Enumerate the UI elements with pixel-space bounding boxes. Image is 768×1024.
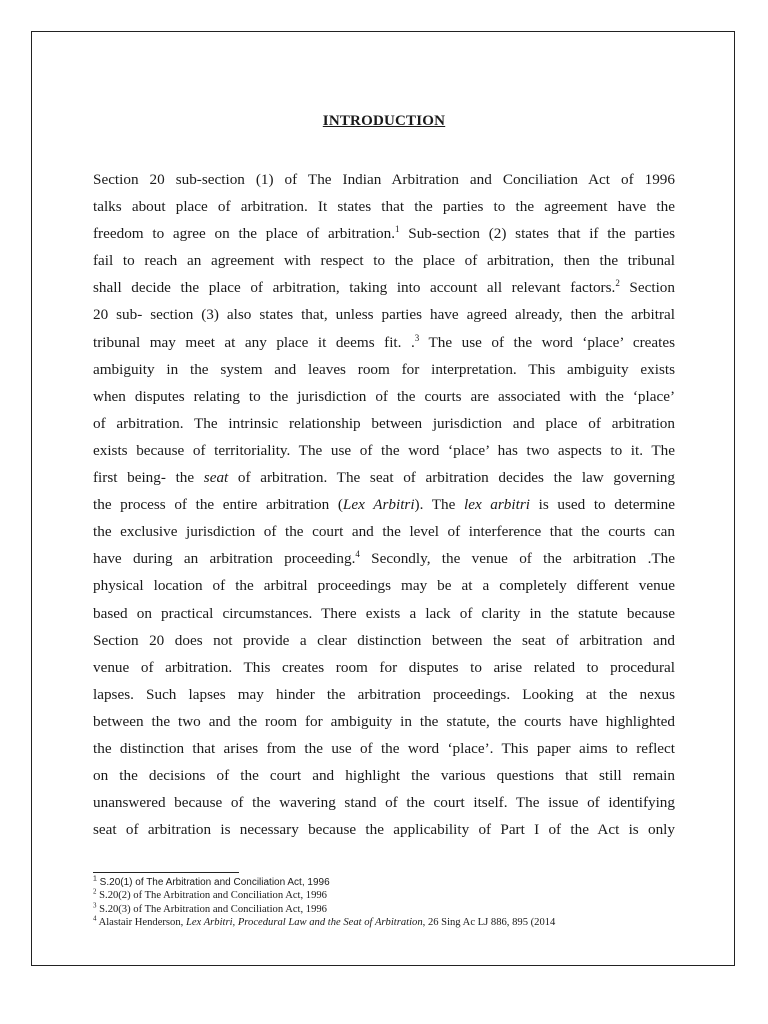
text-line: lapses. Such lapses may hinder the arbitration proceedings. Looking at the nexus [93,685,675,703]
footnote-item: $^3$ S.20(3) of The Arbitration and Conciliation Act, 1996 [93,901,327,915]
text-line: exists because of territoriality. The use of the word ‘place’ has two aspects to it. The [93,441,675,459]
text-line: freedom to agree on the place of arbitration.$^1$ Sub-section (2) states that if the parties [93,224,675,243]
text-line: between the two and the room for ambiguity in the statute, the courts have highlighted [93,712,675,730]
text-line: the exclusive jurisdiction of the court and the level of interference that the courts can [93,523,675,541]
text-line: tribunal may meet at any place it deems fit. .$^3$ The use of the word ‘place’ creates [93,332,675,351]
text-line: shall decide the place of arbitration, taking into account all relevant factors.$^2$ Section [93,278,675,297]
footnote-item: $^1$ S.20(1) of The Arbitration and Conciliation Act, 1996 [93,875,330,888]
italic-text: seat [203,469,229,487]
text-line: talks about place of arbitration. It states that the parties to the agreement have the [93,198,675,216]
footnote-number: 3 [93,901,97,910]
text-line: have during an arbitration proceeding.$^4$ Secondly, the venue of the arbitration .The [93,549,675,568]
text-line: unanswered because of the wavering stand of the court itself. The issue of identifying [93,794,675,812]
footnote-number: 4 [93,914,97,923]
italic-text: Lex Arbitri, Procedural Law and the Seat of Arbitration [185,917,423,929]
italic-text: Lex Arbitri [342,496,415,514]
text-line: first being- the seat of arbitration. The seat of arbitration decides the law governing [93,469,675,487]
text-line: the distinction that arises from the use of the word ‘place’. This paper aims to reflect [93,739,675,757]
footnote-item: $^2$ S.20(2) of The Arbitration and Conciliation Act, 1996 [93,887,327,902]
text-line: of arbitration. The intrinsic relationship between jurisdiction and place of arbitration [93,414,675,432]
footnote-marker: 1 [395,224,400,235]
text-line: seat of arbitration is necessary because the applicability of Part I of the Act is only [93,821,675,839]
text-line: on the decisions of the court and highlight the various questions that still remain [93,767,675,785]
italic-text: lex arbitri [463,496,530,514]
body-paragraph [93,166,675,843]
footnote-separator [93,872,239,873]
text-line: venue of arbitration. This creates room for disputes to arise related to procedural [93,658,675,676]
footnote-number: 2 [93,887,97,896]
text-line: Section 20 does not provide a clear distinction between the seat of arbitration and [93,631,675,649]
text-line: when disputes relating to the jurisdiction of the courts are associated with the ‘place’ [93,387,675,405]
text-line: based on practical circumstances. There exists a lack of clarity in the statute because [93,604,675,622]
footnote-marker: 2 [615,278,620,289]
text-line: ambiguity in the system and leaves room for interpretation. This ambiguity exists [93,360,675,378]
text-line: physical location of the arbitral proceedings may be at a completely different venue [93,577,675,595]
text-line: the process of the entire arbitration (Lex Arbitri). The lex arbitri is used to determine [93,496,675,514]
footnotes [93,876,693,930]
footnote-number: 1 [93,875,97,883]
text-line: fail to reach an agreement with respect to the place of arbitration, then the tribunal [93,252,675,270]
section-heading: INTRODUCTION [322,113,446,129]
text-line: Section 20 sub-section (1) of The Indian Arbitration and Conciliation Act of 1996 [93,171,675,188]
footnote-marker: 3 [414,332,420,343]
footnote-item: $^4$ Alastair Henderson, Lex Arbitri, Procedural Law and the Seat of Arbitration, 26 Sing Ac LJ 886, 895 (2014 [93,914,556,929]
text-line: 20 sub- section (3) also states that, unless parties have agreed already, then the arbitral [93,306,675,324]
footnote-marker: 4 [355,549,360,560]
